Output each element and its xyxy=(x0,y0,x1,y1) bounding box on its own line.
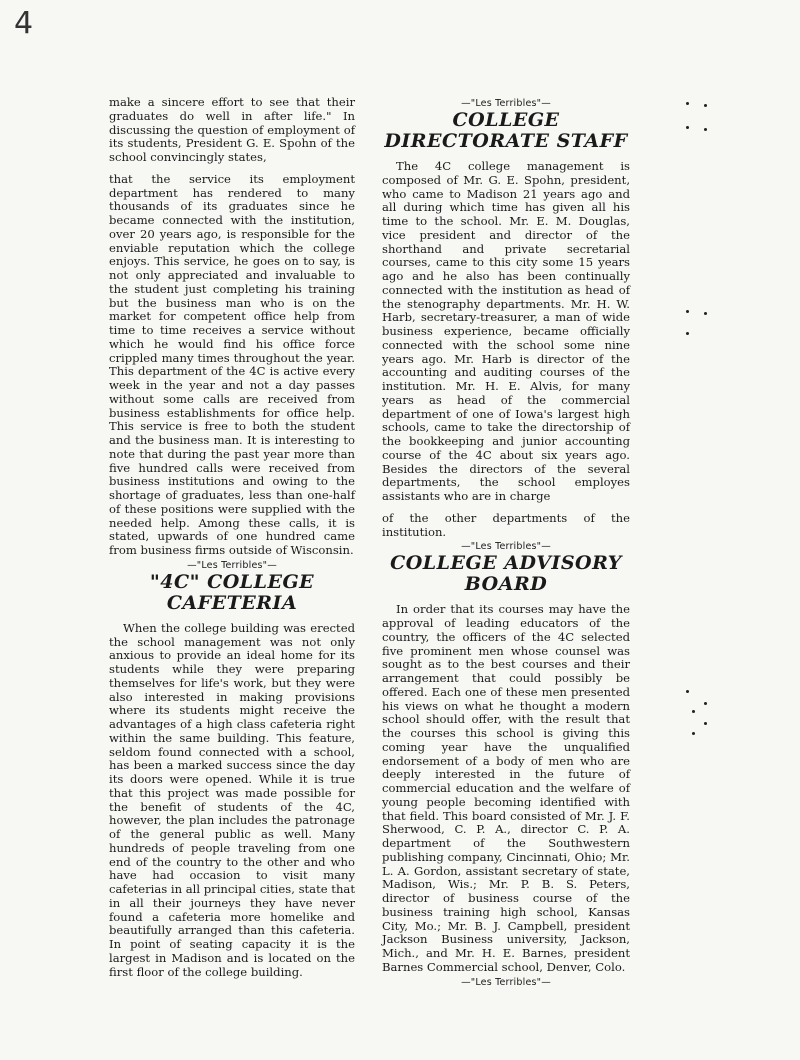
employment-paragraph: that the service its employment department has rendered to many thousands of its graduates since he became connected with the institution, over 20 years ago, is responsible for the enviable reputation which the college enjoys. This service, he goes on to say, is not only appreciated and invaluable to the student just completing his training but the business man who is on the market for competent office help from time to time receives a service without which he would find his office force crippled many times throughout the year. This department of the 4C is active every week in the year and not a day passes without some calls are received from business establishments for office help. This service is free to both the student and the business man. It is interesting to note that during the past year more than five hundred calls were received from business institutions and owing to the shortage of graduates, less than one-half of these positions were supplied with the needed help. Among these calls, it is stated, upwards of one hundred came from business firms outside of Wisconsin. xyxy=(109,171,355,557)
page-number: 4 xyxy=(14,6,34,41)
section-divider-bottom: —"Les Terribles"— xyxy=(461,976,551,988)
directorate-paragraph: The 4C college management is composed of Mr. G. E. Spohn, president, who came to Madison 21 years ago and all during which time has given all his time to the school. Mr. E. M. Douglas, vice president and director of the shorthand and private secretarial courses, came to this city some 15 years ago and he also has been continually connected with the institution as head of the stenography departments. Mr. H. W. Harb, secretary-treasurer, a man of wide business experience, became officially connected with the school some nine years ago. Mr. Harb is director of the accounting and auditing courses of the institution. Mr. H. E. Alvis, for many years as head of the commercial department of one of Iowa's largest high schools, came to take the directorship of the bookkeeping and junior accounting course of the 4C about six years ago. Besides the directors of the several departments, the school employes assistants who are in charge xyxy=(382,159,630,503)
section-divider-mid: —"Les Terribles"— xyxy=(461,541,551,553)
directorate-paragraph-end: of the other departments of the institution. xyxy=(382,510,630,539)
margin-specks xyxy=(686,92,716,992)
section-divider-top: —"Les Terribles"— xyxy=(461,98,551,109)
section-divider: —"Les Terribles"— xyxy=(187,559,277,571)
directorate-headline: COLLEGE DIRECTORATE STAFF xyxy=(384,109,628,152)
cafeteria-paragraph: When the college building was erected the school management was not only anxious to provide an ideal home for its students while they were preparing themselves for life's work, but they were also interested in making provisions where its students might receive the advantages of a high class cafeteria right within the same building. This feature, seldom found connected with a school, has been a marked success since the day its doors were opened. While it is true that this project was made possible for the benefit of students of the 4C, however, the plan includes the patronage of the general public as well. Many hundreds of people traveling from one end of the country to the other and who have had occasion to visit many cafeterias in all principal cities, state that in all their journeys they have never found a cafeteria more homelike and beautifully arranged than this cafeteria. In point of seating capacity it is the largest in Madison and is located on the first floor of the college building. xyxy=(109,620,355,979)
employment-paragraph-top: make a sincere effort to see that their graduates do well in after life." In discussing the question of employment of its students, President G. E. Spohn of the school convincingly states, xyxy=(109,95,355,164)
advisory-paragraph: In order that its courses may have the approval of leading educators of the country, the officers of the 4C selected five prominent men whose counsel was sought as to the best courses and their arrangement that could possibly be offered. Each one of these men presented his views on what he thought a modern school should offer, with the result that the courses this school is giving this coming year have the unqualified endorsement of a body of men who are deeply interested in the future of commercial education and the welfare of young people becoming identified with that field. This board consisted of Mr. J. F. Sherwood, C. P. A., director C. P. A. department of the Southwestern publishing company, Cincinnati, Ohio; Mr. L. A. Gordon, assistant secretary of state, Madison, Wis.; Mr. P. B. S. Peters, director of business course of the business training high school, Kansas City, Mo.; Mr. B. J. Campbell, president Jackson Business university, Jackson, Mich., and Mr. H. E. Barnes, president Barnes Commercial school, Denver, Colo. xyxy=(382,602,630,974)
cafeteria-headline: "4C" COLLEGE CAFETERIA xyxy=(149,570,315,614)
left-column xyxy=(109,96,355,979)
advisory-headline: COLLEGE ADVISORY BOARD xyxy=(390,552,622,596)
right-column xyxy=(382,96,630,989)
